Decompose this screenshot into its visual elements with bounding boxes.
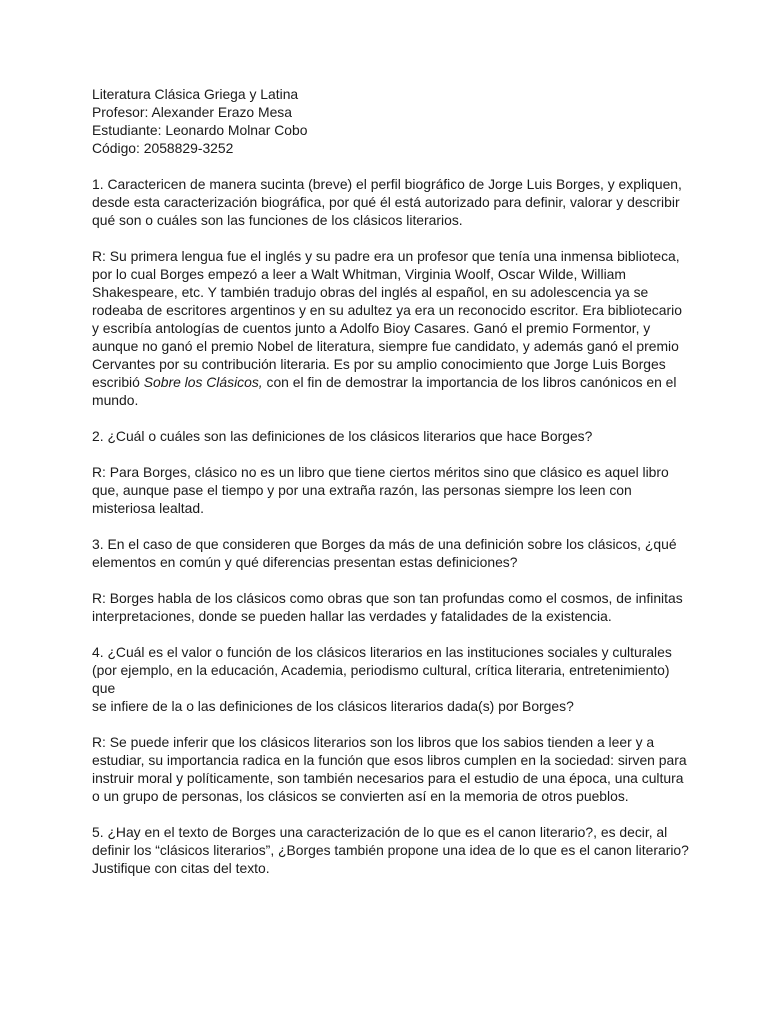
document-header bbox=[92, 85, 692, 157]
student-line: Estudiante: Leonardo Molnar Cobo bbox=[92, 122, 308, 138]
answer-1-book-title: Sobre los Clásicos, bbox=[143, 374, 263, 390]
question-1: 1. Caractericen de manera sucinta (breve) el perfil biográfico de Jorge Luis Borges, y expliquen, desde esta caracterización biográfica, por qué él está autorizado para definir, valorar y describir qué son o cuáles son las funciones de los clásicos literarios. bbox=[92, 176, 682, 228]
question-4-line-2: se infiere de la o las definiciones de los clásicos literarios dada(s) por Borges? bbox=[92, 698, 574, 714]
question-5-line-1: 5. ¿Hay en el texto de Borges una caracterización de lo que es el canon literario?, es decir, al definir los “clásicos literarios”, ¿Borges también propone una idea de lo que es el canon literario? bbox=[92, 824, 689, 858]
code-line: Código: 2058829-3252 bbox=[92, 140, 234, 156]
question-5-line-2: Justifique con citas del texto. bbox=[92, 860, 270, 876]
course-title: Literatura Clásica Griega y Latina bbox=[92, 86, 299, 102]
answer-3: R: Borges habla de los clásicos como obras que son tan profundas como el cosmos, de infinitas interpretaciones, donde se pueden hallar las verdades y fatalidades de la existencia. bbox=[92, 590, 683, 624]
document-body bbox=[92, 85, 692, 895]
question-5 bbox=[92, 823, 692, 877]
professor-line: Profesor: Alexander Erazo Mesa bbox=[92, 104, 292, 120]
answer-4: R: Se puede inferir que los clásicos literarios son los libros que los sabios tienden a leer y a estudiar, su importancia radica en la función que esos libros cumplen en la sociedad: sirven para instruir moral y políticamente, son también necesarios para el estudio de una época, una cultura o un grupo de personas, los clásicos se convierten así en la memoria de otros pueblos. bbox=[92, 734, 687, 804]
answer-1 bbox=[92, 247, 692, 409]
answer-1-text-b: con el fin de demostrar la importancia de los libros canónicos en el mundo. bbox=[92, 374, 677, 408]
answer-2: R: Para Borges, clásico no es un libro que tiene ciertos méritos sino que clásico es aquel libro que, aunque pase el tiempo y por una extraña razón, las personas siempre los leen con misteriosa lealtad. bbox=[92, 464, 669, 516]
answer-1-text-a: R: Su primera lengua fue el inglés y su padre era un profesor que tenía una inmensa biblioteca, por lo cual Borges empezó a leer a Walt Whitman, Virginia Woolf, Oscar Wilde, William Shakespeare, etc. Y también tradujo obras del inglés al español, en su adolescencia ya se rodeaba de escritores argentinos y en su adultez ya era un reconocido escritor. Era bibliotecario y escribía antologías de cuentos junto a Adolfo Bioy Casares. Ganó el premio Formentor, y aunque no ganó el premio Nobel de literatura, siempre fue candidato, y además ganó el premio Cervantes por su contribución literaria. Es por su amplio conocimiento que Jorge Luis Borges escribió bbox=[92, 248, 682, 390]
question-2: 2. ¿Cuál o cuáles son las definiciones de los clásicos literarios que hace Borges? bbox=[92, 428, 593, 444]
question-3: 3. En el caso de que consideren que Borges da más de una definición sobre los clásicos, ¿qué elementos en común y qué diferencias presentan estas definiciones? bbox=[92, 536, 677, 570]
question-4-line-1: 4. ¿Cuál es el valor o función de los clásicos literarios en las instituciones sociales y culturales (por ejemplo, en la educación, Academia, periodismo cultural, crítica literaria, entretenimiento) que bbox=[92, 644, 672, 696]
question-4 bbox=[92, 643, 692, 715]
